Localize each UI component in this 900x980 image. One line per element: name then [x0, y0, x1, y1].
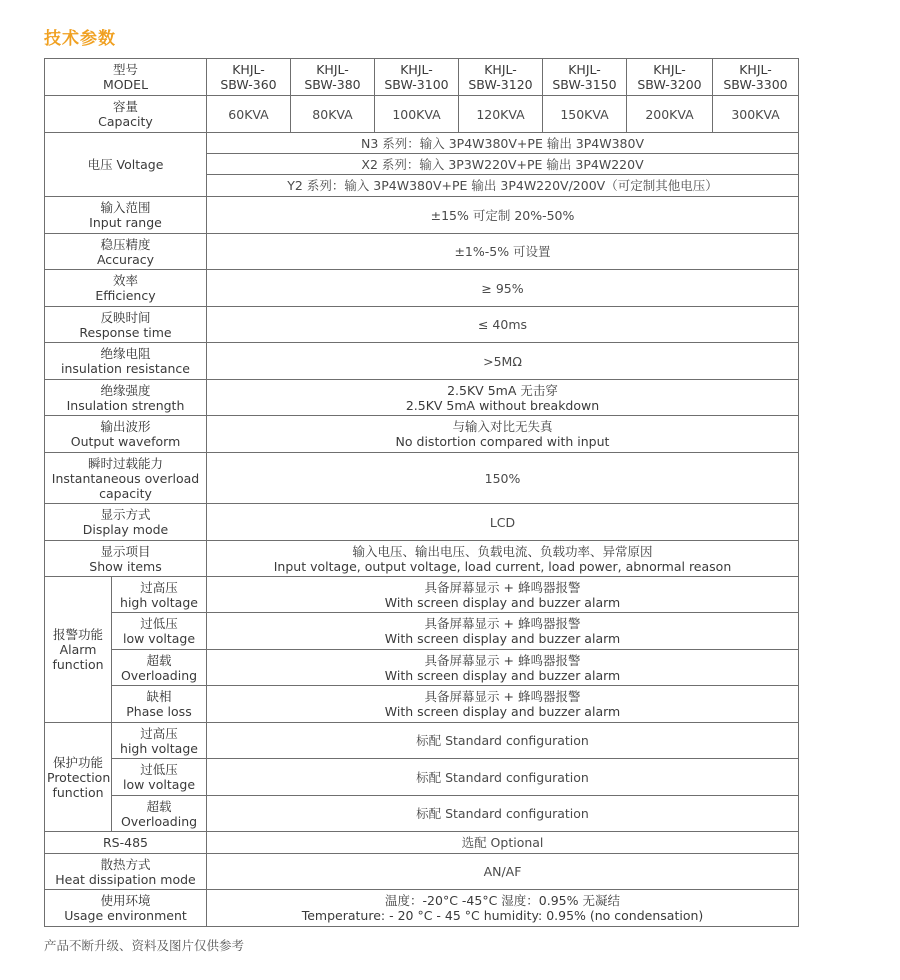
row-value: 2.5KV 5mA 无击穿 2.5KV 5mA without breakdown	[207, 380, 799, 416]
spec-table	[44, 58, 799, 927]
row-value: AN/AF	[207, 854, 799, 890]
row-alarm	[45, 577, 799, 613]
row-label: 输出波形 Output waveform	[45, 416, 207, 453]
capacity-cell: 300KVA	[713, 96, 799, 133]
row-alarm	[45, 613, 799, 650]
group-label-protection: 保护功能 Protection function	[45, 723, 112, 832]
capacity-cell: 200KVA	[627, 96, 713, 133]
row-efficiency	[45, 270, 799, 307]
row-usage-environment	[45, 890, 799, 927]
model-cell: KHJL- SBW-360	[207, 59, 291, 96]
row-label: 显示项目 Show items	[45, 541, 207, 577]
row-insulation-resistance	[45, 343, 799, 380]
row-value: 标配 Standard configuration	[207, 759, 799, 796]
row-value: >5MΩ	[207, 343, 799, 380]
row-value: ±15% 可定制 20%-50%	[207, 197, 799, 234]
sub-label: 超载 Overloading	[112, 796, 207, 832]
row-value: 标配 Standard configuration	[207, 723, 799, 759]
model-cell: KHJL- SBW-3150	[543, 59, 627, 96]
row-value: ±1%-5% 可设置	[207, 234, 799, 270]
row-heat-dissipation	[45, 854, 799, 890]
row-label: 反映时间 Response time	[45, 307, 207, 343]
row-input-range	[45, 197, 799, 234]
row-value: 与输入对比无失真 No distortion compared with input	[207, 416, 799, 453]
voltage-line: Y2 系列：输入 3P4W380V+PE 输出 3P4W220V/200V（可定制其他电压）	[207, 175, 799, 197]
row-value: ≥ 95%	[207, 270, 799, 307]
footer-note: 产品不断升级、资料及图片仅供参考	[44, 938, 245, 953]
row-alarm	[45, 650, 799, 686]
row-value: 150%	[207, 453, 799, 504]
row-label: 绝缘强度 Insulation strength	[45, 380, 207, 416]
row-label: RS-485	[45, 832, 207, 854]
row-value: 标配 Standard configuration	[207, 796, 799, 832]
sub-label: 过高压 high voltage	[112, 723, 207, 759]
sub-label: 超载 Overloading	[112, 650, 207, 686]
row-alarm	[45, 686, 799, 723]
sub-label: 过低压 low voltage	[112, 759, 207, 796]
row-response-time	[45, 307, 799, 343]
row-accuracy	[45, 234, 799, 270]
row-show-items	[45, 541, 799, 577]
row-protection	[45, 796, 799, 832]
capacity-cell: 120KVA	[459, 96, 543, 133]
model-cell: KHJL- SBW-3100	[375, 59, 459, 96]
row-protection	[45, 759, 799, 796]
row-label: 电压 Voltage	[45, 133, 207, 197]
row-rs485	[45, 832, 799, 854]
row-label: 使用环境 Usage environment	[45, 890, 207, 927]
sub-label: 过高压 high voltage	[112, 577, 207, 613]
row-insulation-strength	[45, 380, 799, 416]
row-output-waveform	[45, 416, 799, 453]
group-label-alarm: 报警功能 Alarm function	[45, 577, 112, 723]
row-label: 容量 Capacity	[45, 96, 207, 133]
model-cell: KHJL- SBW-3120	[459, 59, 543, 96]
row-label: 效率 Efficiency	[45, 270, 207, 307]
row-value: 具备屏幕显示 + 蜂鸣器报警 With screen display and buzzer alarm	[207, 650, 799, 686]
row-label: 稳压精度 Accuracy	[45, 234, 207, 270]
row-capacity	[45, 96, 799, 133]
row-display-mode	[45, 504, 799, 541]
voltage-line: X2 系列：输入 3P3W220V+PE 输出 3P4W220V	[207, 154, 799, 175]
capacity-cell: 100KVA	[375, 96, 459, 133]
page-title: 技术参数	[44, 29, 116, 49]
row-voltage	[45, 133, 799, 154]
row-value: LCD	[207, 504, 799, 541]
model-cell: KHJL- SBW-3300	[713, 59, 799, 96]
row-value: 具备屏幕显示 + 蜂鸣器报警 With screen display and buzzer alarm	[207, 686, 799, 723]
model-cell: KHJL- SBW-3200	[627, 59, 713, 96]
row-value: 具备屏幕显示 + 蜂鸣器报警 With screen display and buzzer alarm	[207, 577, 799, 613]
sub-label: 缺相 Phase loss	[112, 686, 207, 723]
row-protection	[45, 723, 799, 759]
row-label: 显示方式 Display mode	[45, 504, 207, 541]
row-value: 具备屏幕显示 + 蜂鸣器报警 With screen display and buzzer alarm	[207, 613, 799, 650]
sub-label: 过低压 low voltage	[112, 613, 207, 650]
row-overload-capacity	[45, 453, 799, 504]
row-label: 型号 MODEL	[45, 59, 207, 96]
row-value: 输入电压、输出电压、负载电流、负载功率、异常原因 Input voltage, output voltage, load current, load power, abnormal reason	[207, 541, 799, 577]
row-value: 选配 Optional	[207, 832, 799, 854]
voltage-line: N3 系列：输入 3P4W380V+PE 输出 3P4W380V	[207, 133, 799, 154]
row-label: 瞬时过载能力 Instantaneous overload capacity	[45, 453, 207, 504]
row-label: 输入范围 Input range	[45, 197, 207, 234]
model-cell: KHJL- SBW-380	[291, 59, 375, 96]
row-value: ≤ 40ms	[207, 307, 799, 343]
capacity-cell: 150KVA	[543, 96, 627, 133]
capacity-cell: 80KVA	[291, 96, 375, 133]
row-label: 绝缘电阻 insulation resistance	[45, 343, 207, 380]
row-value: 温度：-20°C -45°C 湿度：0.95% 无凝结 Temperature: - 20 °C - 45 °C humidity: 0.95% (no condensation)	[207, 890, 799, 927]
row-model	[45, 59, 799, 96]
capacity-cell: 60KVA	[207, 96, 291, 133]
row-label: 散热方式 Heat dissipation mode	[45, 854, 207, 890]
